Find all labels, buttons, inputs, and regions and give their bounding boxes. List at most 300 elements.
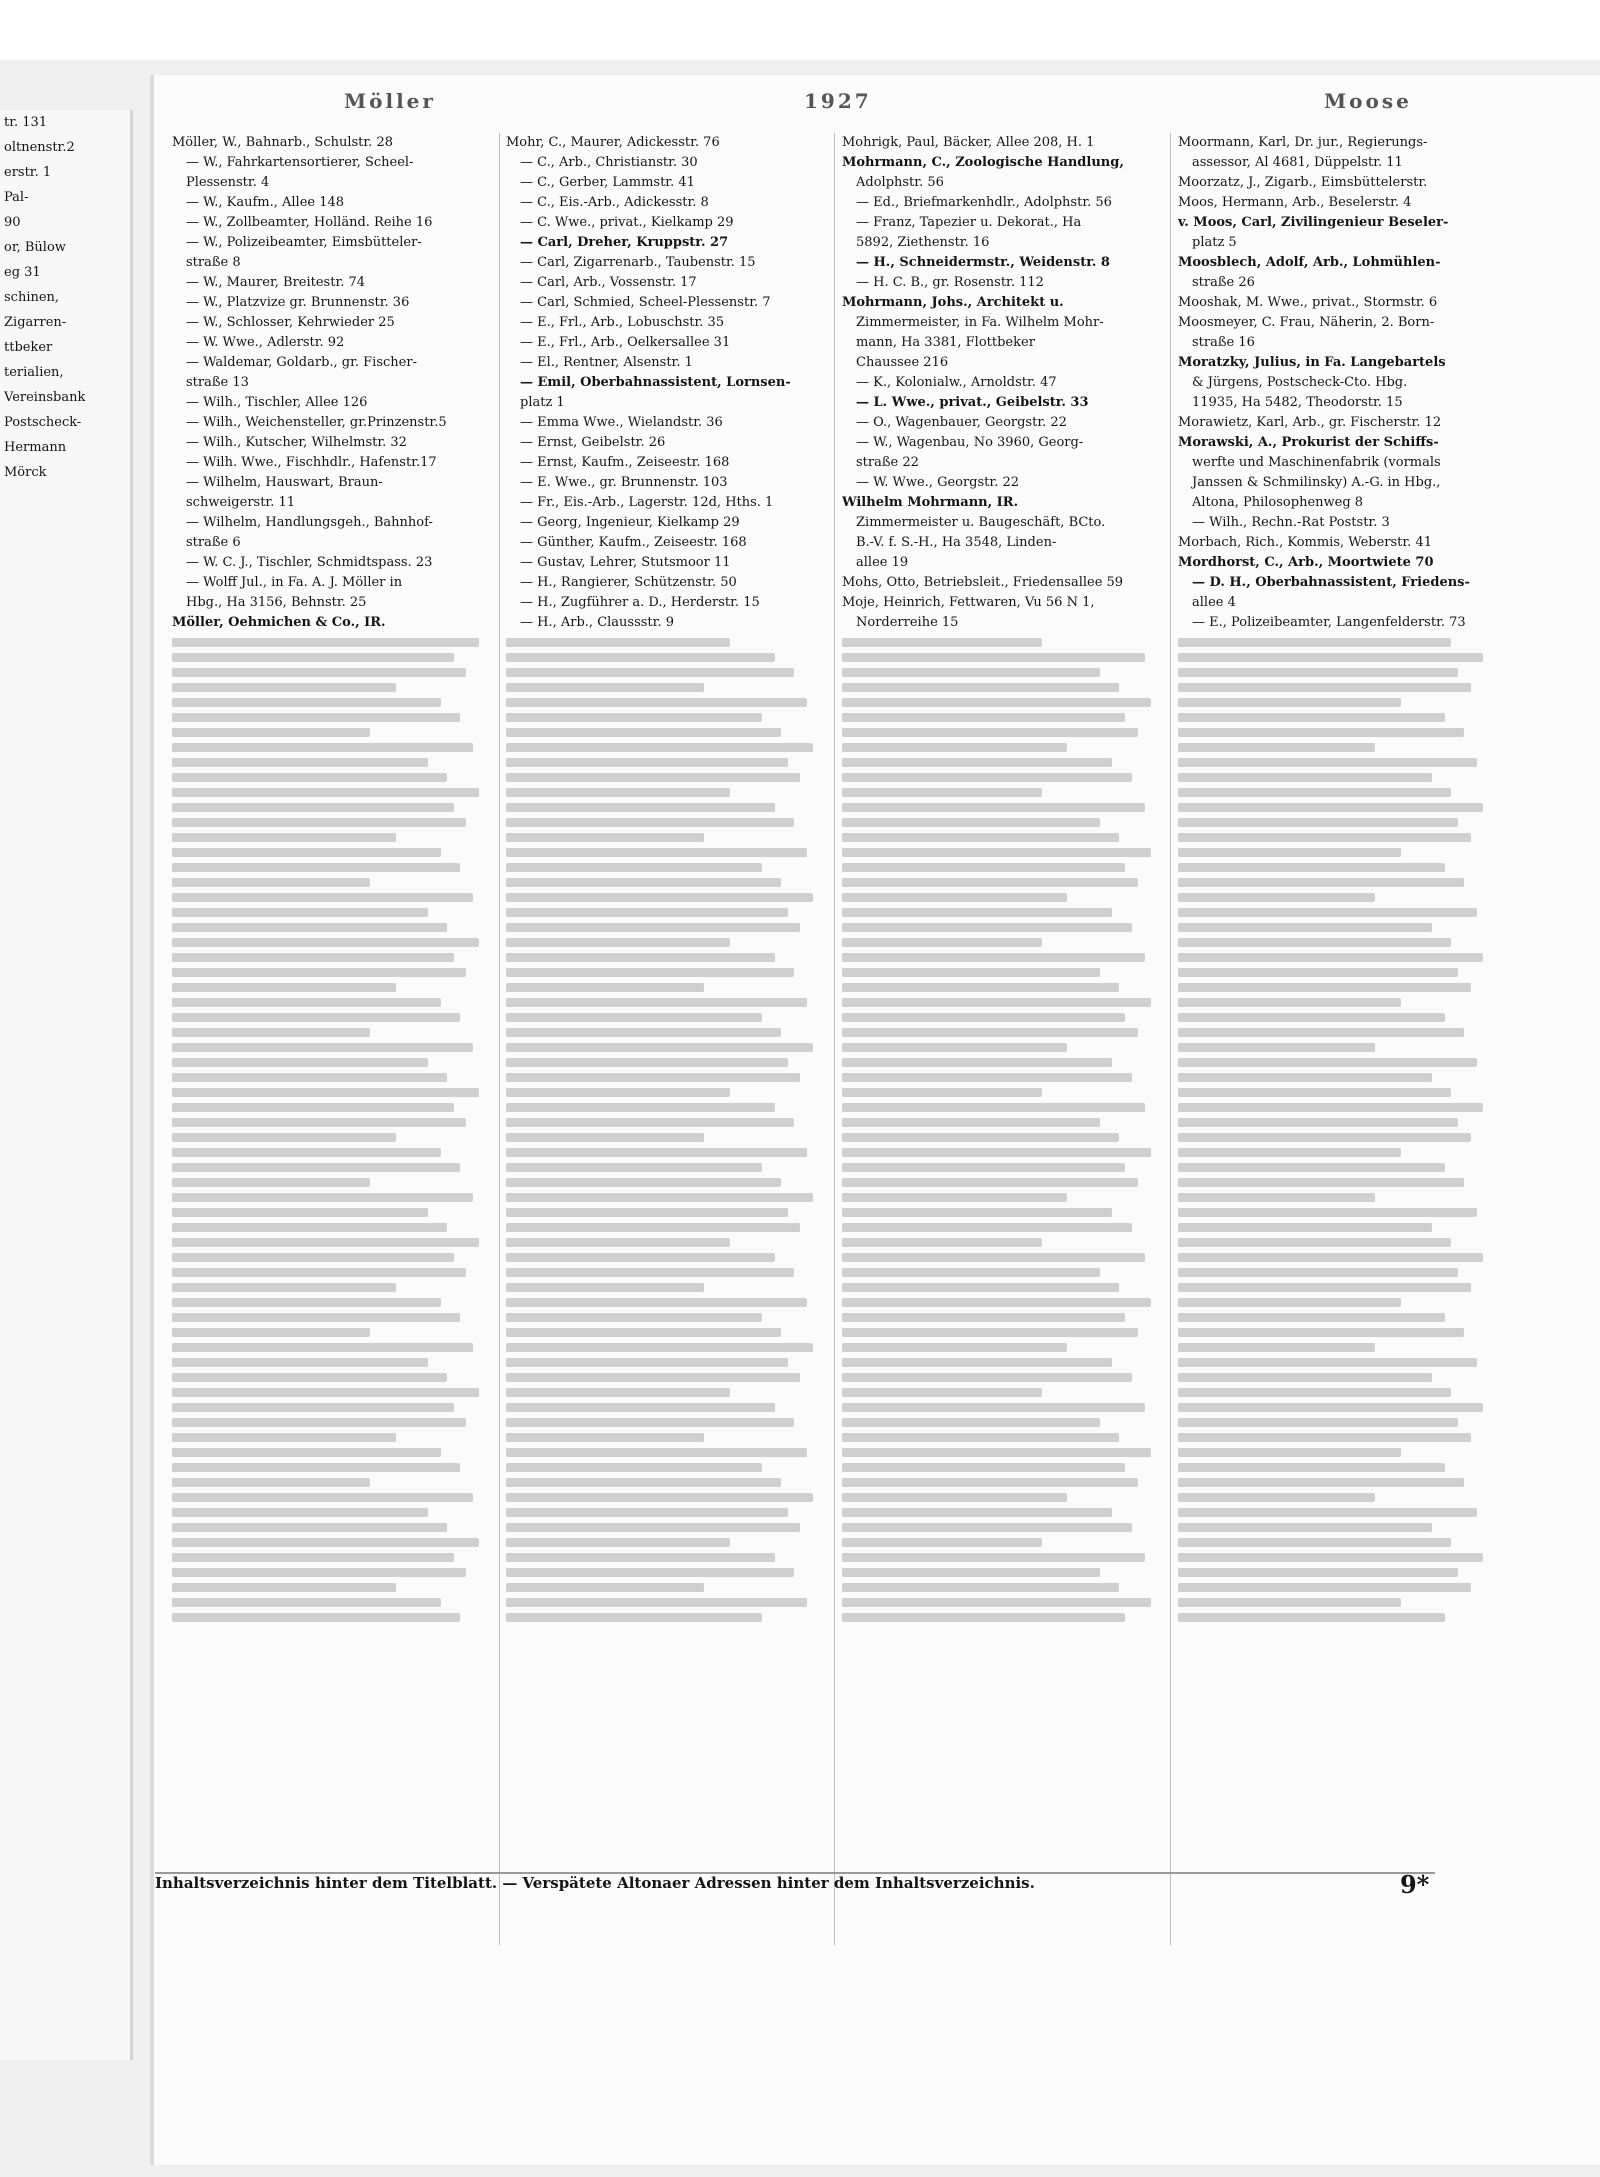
directory-entry: Morawietz, Karl, Arb., gr. Fischerstr. 12 — [1178, 415, 1442, 430]
directory-entry-placeholder — [842, 758, 1112, 767]
directory-entry: Altona, Philosophenweg 8 — [1192, 495, 1364, 510]
directory-entry-placeholder — [1178, 1598, 1401, 1607]
directory-entry-placeholder — [506, 1178, 781, 1187]
directory-entry: 5892, Ziethenstr. 16 — [856, 235, 990, 250]
directory-entry: Mohrmann, C., Zoologische Handlung, — [842, 155, 1124, 170]
directory-entry-placeholder — [1178, 1328, 1464, 1337]
directory-entry-placeholder — [1178, 1463, 1445, 1472]
directory-entry-placeholder — [842, 1403, 1145, 1412]
directory-entry: straße 26 — [1192, 275, 1255, 290]
directory-entry-placeholder — [1178, 1208, 1477, 1217]
directory-entry-placeholder — [1178, 923, 1432, 932]
directory-entry-placeholder — [172, 1118, 466, 1127]
directory-entry-placeholder — [842, 788, 1042, 797]
directory-entry-placeholder — [172, 758, 428, 767]
directory-entry: — Wilh., Kutscher, Wilhelmstr. 32 — [186, 435, 407, 450]
directory-entry: Mordhorst, C., Arb., Moortwiete 70 — [1178, 555, 1434, 570]
directory-entry: — H., Schneidermstr., Weidenstr. 8 — [856, 255, 1110, 270]
directory-entry-placeholder — [842, 728, 1138, 737]
directory-entry-placeholder — [172, 1358, 428, 1367]
directory-entry-placeholder — [172, 1538, 479, 1547]
directory-entry-placeholder — [506, 1418, 794, 1427]
directory-entry-placeholder — [842, 1523, 1132, 1532]
directory-entry-placeholder — [842, 743, 1067, 752]
directory-entry-placeholder — [172, 1493, 473, 1502]
directory-entry-placeholder — [506, 1523, 800, 1532]
directory-entry-placeholder — [1178, 1253, 1483, 1262]
directory-entry-placeholder — [842, 818, 1100, 827]
directory-entry-placeholder — [172, 1583, 396, 1592]
column-divider — [1170, 133, 1171, 1945]
previous-page-line: erstr. 1 — [4, 165, 52, 180]
directory-entry-placeholder — [842, 803, 1145, 812]
directory-entry-placeholder — [1178, 1223, 1432, 1232]
directory-entry: platz 5 — [1192, 235, 1237, 250]
directory-entry-placeholder — [842, 893, 1067, 902]
directory-entry-placeholder — [172, 893, 473, 902]
directory-entry-placeholder — [172, 1553, 454, 1562]
directory-entry-placeholder — [172, 1418, 466, 1427]
directory-entry: — W., Schlosser, Kehrwieder 25 — [186, 315, 395, 330]
directory-entry-placeholder — [1178, 758, 1477, 767]
directory-entry: schweigerstr. 11 — [186, 495, 296, 510]
directory-entry-placeholder — [1178, 668, 1458, 677]
directory-entry-placeholder — [172, 1178, 370, 1187]
directory-entry-placeholder — [842, 668, 1100, 677]
directory-entry-placeholder — [842, 1388, 1042, 1397]
directory-entry: straße 8 — [186, 255, 241, 270]
directory-entry-placeholder — [172, 713, 460, 722]
directory-entry-placeholder — [1178, 1013, 1445, 1022]
directory-entry-placeholder — [1178, 1493, 1375, 1502]
directory-entry-placeholder — [506, 683, 704, 692]
directory-column-2 — [506, 133, 826, 1945]
directory-entry-placeholder — [842, 938, 1042, 947]
directory-entry: Morbach, Rich., Kommis, Weberstr. 41 — [1178, 535, 1432, 550]
directory-entry: Möller, W., Bahnarb., Schulstr. 28 — [172, 135, 393, 150]
previous-page-edge — [0, 110, 133, 2060]
directory-entry-placeholder — [842, 1148, 1151, 1157]
directory-entry-placeholder — [842, 1088, 1042, 1097]
directory-entry-placeholder — [842, 1178, 1138, 1187]
directory-entry-placeholder — [842, 1493, 1067, 1502]
directory-entry: — O., Wagenbauer, Georgstr. 22 — [856, 415, 1067, 430]
directory-entry-placeholder — [172, 1373, 447, 1382]
directory-entry-placeholder — [506, 1028, 781, 1037]
directory-entry-placeholder — [506, 848, 807, 857]
directory-entry-placeholder — [506, 833, 704, 842]
directory-entry: — W., Maurer, Breitestr. 74 — [186, 275, 366, 290]
directory-entry-placeholder — [172, 1133, 396, 1142]
directory-entry-placeholder — [1178, 1118, 1458, 1127]
directory-entry: Plessenstr. 4 — [186, 175, 270, 190]
directory-entry-placeholder — [1178, 1583, 1471, 1592]
directory-entry-placeholder — [1178, 1178, 1464, 1187]
directory-entry: allee 19 — [856, 555, 909, 570]
directory-entry-placeholder — [172, 923, 447, 932]
directory-entry-placeholder — [506, 1073, 800, 1082]
directory-entry: Moosblech, Adolf, Arb., Lohmühlen- — [1178, 255, 1441, 270]
directory-entry-placeholder — [506, 668, 794, 677]
directory-entry-placeholder — [1178, 878, 1464, 887]
directory-entry-placeholder — [172, 878, 370, 887]
directory-entry-placeholder — [506, 1193, 813, 1202]
directory-entry: — Fr., Eis.-Arb., Lagerstr. 12d, Hths. 1 — [520, 495, 774, 510]
directory-entry-placeholder — [506, 1358, 788, 1367]
directory-entry-placeholder — [842, 908, 1112, 917]
directory-entry-placeholder — [172, 1073, 447, 1082]
directory-entry-placeholder — [172, 1388, 479, 1397]
directory-entry: — Wilh., Rechn.-Rat Poststr. 3 — [1192, 515, 1390, 530]
directory-entry-placeholder — [1178, 908, 1477, 917]
directory-entry-placeholder — [172, 1208, 428, 1217]
directory-entry: Chaussee 216 — [856, 355, 949, 370]
directory-entry-placeholder — [172, 653, 454, 662]
directory-entry-placeholder — [172, 1343, 473, 1352]
directory-entry-placeholder — [1178, 1538, 1451, 1547]
directory-entry-placeholder — [842, 1433, 1119, 1442]
directory-entry-placeholder — [842, 1133, 1119, 1142]
directory-entry-placeholder — [842, 848, 1151, 857]
directory-entry: straße 16 — [1192, 335, 1255, 350]
directory-entry-placeholder — [506, 1058, 788, 1067]
directory-entry-placeholder — [506, 1478, 781, 1487]
directory-entry-placeholder — [1178, 743, 1375, 752]
directory-entry-placeholder — [172, 1598, 441, 1607]
directory-entry-placeholder — [1178, 1028, 1464, 1037]
directory-entry-placeholder — [506, 1043, 813, 1052]
directory-entry-placeholder — [842, 1238, 1042, 1247]
previous-page-line: Postscheck- — [4, 415, 82, 430]
directory-entry: — Emil, Oberbahnassistent, Lornsen- — [520, 375, 791, 390]
directory-entry-placeholder — [1178, 1478, 1464, 1487]
directory-entry-placeholder — [1178, 1343, 1375, 1352]
directory-entry-placeholder — [842, 1418, 1100, 1427]
directory-entry-placeholder — [506, 1538, 730, 1547]
directory-entry-placeholder — [842, 1583, 1119, 1592]
directory-entry-placeholder — [842, 923, 1132, 932]
directory-entry-placeholder — [1178, 968, 1458, 977]
directory-entry-placeholder — [842, 1013, 1125, 1022]
directory-entry-placeholder — [842, 1283, 1119, 1292]
directory-entry: — H. C. B., gr. Rosenstr. 112 — [856, 275, 1044, 290]
directory-entry-placeholder — [506, 1223, 800, 1232]
directory-entry-placeholder — [506, 1088, 730, 1097]
previous-page-line: or, Bülow — [4, 240, 66, 255]
directory-entry-placeholder — [1178, 1388, 1451, 1397]
directory-entry-placeholder — [172, 1223, 447, 1232]
directory-entry-placeholder — [1178, 1268, 1458, 1277]
directory-entry: & Jürgens, Postscheck-Cto. Hbg. — [1192, 375, 1408, 390]
directory-entry-placeholder — [172, 1088, 479, 1097]
directory-entry-placeholder — [172, 1463, 460, 1472]
directory-entry-placeholder — [1178, 1523, 1432, 1532]
directory-entry-placeholder — [842, 1118, 1100, 1127]
directory-entry-placeholder — [506, 713, 762, 722]
directory-entry-placeholder — [842, 1538, 1042, 1547]
directory-entry-placeholder — [1178, 1358, 1477, 1367]
directory-entry-placeholder — [506, 728, 781, 737]
directory-entry-placeholder — [172, 1043, 473, 1052]
directory-entry-placeholder — [842, 698, 1151, 707]
directory-entry-placeholder — [842, 983, 1119, 992]
directory-entry: — Ed., Briefmarkenhdlr., Adolphstr. 56 — [856, 195, 1112, 210]
directory-entry-placeholder — [1178, 953, 1483, 962]
directory-entry: Möller, Oehmichen & Co., IR. — [172, 615, 386, 630]
directory-entry: — W. Wwe., Georgstr. 22 — [856, 475, 1019, 490]
directory-entry-placeholder — [506, 773, 800, 782]
directory-entry-placeholder — [842, 1058, 1112, 1067]
directory-entry-placeholder — [842, 1298, 1151, 1307]
directory-entry: Adolphstr. 56 — [856, 175, 944, 190]
directory-entry: Zimmermeister, in Fa. Wilhelm Mohr- — [856, 315, 1104, 330]
directory-entry: — Günther, Kaufm., Zeiseestr. 168 — [520, 535, 747, 550]
directory-entry-placeholder — [506, 1553, 775, 1562]
directory-entry-placeholder — [1178, 1373, 1432, 1382]
directory-entry-placeholder — [1178, 1553, 1483, 1562]
directory-entry-placeholder — [506, 818, 794, 827]
directory-entry-placeholder — [506, 788, 730, 797]
previous-page-line: 90 — [4, 215, 21, 230]
directory-entry-placeholder — [842, 953, 1145, 962]
directory-entry: — Wilhelm, Hauswart, Braun- — [186, 475, 383, 490]
directory-entry: — W., Fahrkartensortierer, Scheel- — [186, 155, 414, 170]
directory-entry-placeholder — [172, 1313, 460, 1322]
directory-entry-placeholder — [842, 713, 1125, 722]
directory-entry-placeholder — [172, 1253, 454, 1262]
directory-entry-placeholder — [842, 638, 1042, 647]
directory-entry-placeholder — [1178, 1238, 1451, 1247]
directory-entry: — Gustav, Lehrer, Stutsmoor 11 — [520, 555, 731, 570]
directory-entry-placeholder — [172, 968, 466, 977]
directory-entry-placeholder — [506, 638, 730, 647]
directory-entry: assessor, Al 4681, Düppelstr. 11 — [1192, 155, 1403, 170]
directory-entry: — E. Wwe., gr. Brunnenstr. 103 — [520, 475, 728, 490]
directory-entry: — Carl, Schmied, Scheel-Plessenstr. 7 — [520, 295, 771, 310]
directory-entry: — E., Frl., Arb., Oelkersallee 31 — [520, 335, 731, 350]
directory-entry-placeholder — [172, 803, 454, 812]
directory-entry-placeholder — [506, 863, 762, 872]
directory-entry-placeholder — [1178, 728, 1464, 737]
directory-entry-placeholder — [506, 1133, 704, 1142]
directory-entry-placeholder — [172, 668, 466, 677]
directory-entry-placeholder — [1178, 1613, 1445, 1622]
directory-entry-placeholder — [172, 1193, 473, 1202]
directory-entry-placeholder — [172, 833, 396, 842]
directory-entry-placeholder — [172, 1478, 370, 1487]
directory-entry-placeholder — [842, 773, 1132, 782]
directory-entry-placeholder — [172, 1508, 428, 1517]
directory-entry-placeholder — [506, 998, 807, 1007]
directory-entry-placeholder — [506, 758, 788, 767]
header-left-word: Möller — [344, 89, 436, 113]
directory-entry-placeholder — [172, 1163, 460, 1172]
directory-entry-placeholder — [172, 1613, 460, 1622]
directory-entry-placeholder — [1178, 1043, 1375, 1052]
directory-entry: Hbg., Ha 3156, Behnstr. 25 — [186, 595, 367, 610]
directory-entry-placeholder — [1178, 1163, 1445, 1172]
directory-entry: Wilhelm Mohrmann, IR. — [842, 495, 1019, 510]
directory-entry-placeholder — [1178, 1298, 1401, 1307]
directory-entry: Mohr, C., Maurer, Adickesstr. 76 — [506, 135, 720, 150]
directory-entry: Mooshak, M. Wwe., privat., Stormstr. 6 — [1178, 295, 1438, 310]
directory-entry-placeholder — [506, 1448, 807, 1457]
directory-entry-placeholder — [506, 1208, 788, 1217]
directory-entry-placeholder — [842, 653, 1145, 662]
directory-entry-placeholder — [1178, 1148, 1401, 1157]
directory-entry: — K., Kolonialw., Arnoldstr. 47 — [856, 375, 1057, 390]
directory-entry: — C. Wwe., privat., Kielkamp 29 — [520, 215, 734, 230]
previous-page-line: eg 31 — [4, 265, 41, 280]
directory-entry-placeholder — [842, 1448, 1151, 1457]
directory-entry-placeholder — [506, 1238, 730, 1247]
directory-entry-placeholder — [506, 953, 775, 962]
directory-entry: — W. C. J., Tischler, Schmidtspass. 23 — [186, 555, 433, 570]
directory-entry-placeholder — [1178, 983, 1471, 992]
directory-entry-placeholder — [172, 1283, 396, 1292]
directory-entry: Morawski, A., Prokurist der Schiffs- — [1178, 435, 1439, 450]
directory-entry: Janssen & Schmilinsky) A.-G. in Hbg., — [1192, 475, 1441, 490]
directory-entry-placeholder — [506, 1118, 794, 1127]
directory-entry-placeholder — [842, 1553, 1145, 1562]
directory-entry: — Wilh., Weichensteller, gr.Prinzenstr.5 — [186, 415, 447, 430]
directory-entry-placeholder — [842, 998, 1151, 1007]
directory-entry-placeholder — [842, 1163, 1125, 1172]
directory-entry-placeholder — [1178, 1418, 1458, 1427]
directory-entry: — Wolff Jul., in Fa. A. J. Möller in — [186, 575, 403, 590]
directory-entry-placeholder — [842, 1373, 1132, 1382]
directory-entry-placeholder — [506, 1508, 788, 1517]
directory-entry-placeholder — [506, 908, 788, 917]
directory-entry-placeholder — [172, 1403, 454, 1412]
directory-entry-placeholder — [842, 1043, 1067, 1052]
directory-entry-placeholder — [506, 1343, 813, 1352]
directory-entry-placeholder — [1178, 893, 1375, 902]
directory-entry-placeholder — [506, 1463, 762, 1472]
directory-entry-placeholder — [842, 1073, 1132, 1082]
directory-entry-placeholder — [506, 1493, 813, 1502]
directory-entry-placeholder — [842, 683, 1119, 692]
running-header — [154, 89, 1600, 123]
directory-entry: — L. Wwe., privat., Geibelstr. 33 — [856, 395, 1089, 410]
directory-entry-placeholder — [506, 1103, 775, 1112]
directory-entry-placeholder — [1178, 1283, 1471, 1292]
directory-entry-placeholder — [1178, 653, 1483, 662]
previous-page-line: Pal- — [4, 190, 29, 205]
directory-entry-placeholder — [172, 1298, 441, 1307]
directory-entry: — W., Kaufm., Allee 148 — [186, 195, 345, 210]
directory-entry: — Carl, Zigarrenarb., Taubenstr. 15 — [520, 255, 756, 270]
directory-entry-placeholder — [172, 1238, 479, 1247]
directory-entry-placeholder — [506, 803, 775, 812]
directory-entry: — H., Arb., Claussstr. 9 — [520, 615, 674, 630]
directory-entry-placeholder — [172, 1268, 466, 1277]
footer-note: Inhaltsverzeichnis hinter dem Titelblatt. — Verspätete Altonaer Adressen hinter dem Inhaltsverzeichnis. — [155, 1872, 1435, 1904]
directory-entry: straße 22 — [856, 455, 919, 470]
directory-entry: — Carl, Arb., Vossenstr. 17 — [520, 275, 697, 290]
directory-entry-placeholder — [172, 953, 454, 962]
directory-entry-placeholder — [172, 743, 473, 752]
directory-entry-placeholder — [506, 1583, 704, 1592]
directory-entry: Zimmermeister u. Baugeschäft, BCto. — [856, 515, 1106, 530]
directory-entry-placeholder — [172, 773, 447, 782]
directory-entry-placeholder — [1178, 638, 1451, 647]
directory-entry: — Waldemar, Goldarb., gr. Fischer- — [186, 355, 417, 370]
directory-entry: — E., Polizeibeamter, Langenfelderstr. 73 — [1192, 615, 1466, 630]
directory-entry-placeholder — [172, 983, 396, 992]
directory-entry-placeholder — [506, 938, 730, 947]
directory-entry-placeholder — [172, 1568, 466, 1577]
directory-entry-placeholder — [842, 968, 1100, 977]
page-number: 9* — [1400, 1870, 1430, 1899]
directory-entry-placeholder — [842, 1103, 1145, 1112]
directory-entry-placeholder — [506, 1313, 762, 1322]
directory-entry: — Ernst, Geibelstr. 26 — [520, 435, 666, 450]
directory-entry-placeholder — [506, 1283, 704, 1292]
directory-entry: — El., Rentner, Alsenstr. 1 — [520, 355, 693, 370]
directory-entry-placeholder — [1178, 698, 1401, 707]
directory-entry: — Carl, Dreher, Kruppstr. 27 — [520, 235, 729, 250]
directory-entry: — Emma Wwe., Wielandstr. 36 — [520, 415, 723, 430]
directory-entry: Mohs, Otto, Betriebsleit., Friedensallee 59 — [842, 575, 1124, 590]
directory-entry-placeholder — [842, 1268, 1100, 1277]
directory-entry: werfte und Maschinenfabrik (vormals — [1192, 455, 1441, 470]
directory-entry-placeholder — [172, 908, 428, 917]
directory-entry-placeholder — [506, 1148, 807, 1157]
directory-entry: Moratzky, Julius, in Fa. Langebartels — [1178, 355, 1446, 370]
directory-entry: — W., Wagenbau, No 3960, Georg- — [856, 435, 1084, 450]
directory-entry-placeholder — [842, 1193, 1067, 1202]
directory-entry-placeholder — [172, 788, 479, 797]
directory-entry-placeholder — [172, 1523, 447, 1532]
previous-page-line: tr. 131 — [4, 115, 48, 130]
directory-entry: — Georg, Ingenieur, Kielkamp 29 — [520, 515, 740, 530]
directory-column-1 — [172, 133, 492, 1945]
previous-page-line: Vereinsbank — [4, 390, 86, 405]
directory-entry-placeholder — [506, 878, 781, 887]
directory-entry-placeholder — [506, 1433, 704, 1442]
directory-entry-placeholder — [842, 1478, 1138, 1487]
directory-entry-placeholder — [506, 1163, 762, 1172]
directory-entry-placeholder — [1178, 683, 1471, 692]
directory-entry-placeholder — [506, 968, 794, 977]
directory-entry: Mohrmann, Johs., Architekt u. — [842, 295, 1064, 310]
directory-entry-placeholder — [1178, 1508, 1477, 1517]
directory-entry-placeholder — [172, 1028, 370, 1037]
directory-entry-placeholder — [172, 683, 396, 692]
directory-entry-placeholder — [842, 1313, 1125, 1322]
directory-entry-placeholder — [506, 1613, 762, 1622]
directory-entry-placeholder — [506, 653, 775, 662]
directory-entry-placeholder — [842, 1568, 1100, 1577]
directory-entry-placeholder — [506, 893, 813, 902]
directory-entry: — C., Arb., Christianstr. 30 — [520, 155, 698, 170]
directory-entry-placeholder — [506, 1568, 794, 1577]
directory-entry-placeholder — [172, 848, 441, 857]
directory-entry: — Ernst, Kaufm., Zeiseestr. 168 — [520, 455, 730, 470]
directory-entry-placeholder — [506, 1298, 807, 1307]
directory-entry-placeholder — [842, 1223, 1132, 1232]
directory-entry: Moos, Hermann, Arb., Beselerstr. 4 — [1178, 195, 1412, 210]
directory-entry: — E., Frl., Arb., Lobuschstr. 35 — [520, 315, 725, 330]
directory-entry-placeholder — [172, 1328, 370, 1337]
directory-entry-placeholder — [172, 728, 370, 737]
directory-entry: — W., Platzvize gr. Brunnenstr. 36 — [186, 295, 410, 310]
column-divider — [834, 133, 835, 1945]
directory-entry-placeholder — [172, 863, 460, 872]
directory-entry-placeholder — [1178, 1058, 1477, 1067]
directory-entry: — W. Wwe., Adlerstr. 92 — [186, 335, 345, 350]
